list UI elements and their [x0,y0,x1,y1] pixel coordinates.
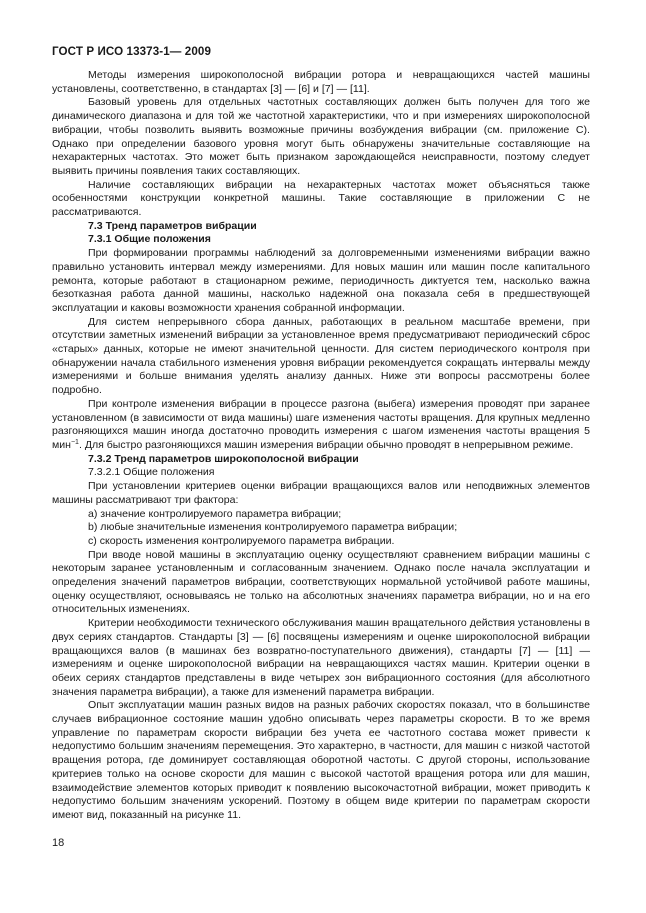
paragraph: Методы измерения широкополосной вибрации ротора и невращающихся частей машины установлены, соответственно, в стандартах [3] — [6] и [7] — [11]. [52,69,590,95]
paragraph: Наличие составляющих вибрации на нехарактерных частотах может объясняться также особенностями конструкции конкретной машины. Такие составляющие в приложении С не рассматриваются. [52,178,590,219]
document-header: ГОСТ Р ИСО 13373-1— 2009 [52,45,211,58]
paragraph-text: При контроле изменения вибрации в процессе разгона (выбега) измерения проводят при заранее установленном (в зависимости от вида машины) шаге изменения частоты вращения. Для крупных медленно разгоняющихся машин иногда достаточно проводить измерения с шагом изменения частоты вращения 5 мин [52,397,590,451]
list-item-c: c) скорость изменения контролируемого параметра вибрации. [88,534,395,547]
paragraph: При формировании программы наблюдений за долговременными изменениями вибрации важно правильно установить интервал между измерениями. Для новых машин или машин после капитального ремонта, которые работают в стационарном режиме, периодичность диктуется тем, насколько важна безотказная работа данной машины, насколько надежной она показала себя в предшествующей эксплуатации и каковы возможности хранения собранной информации. [52,247,590,314]
section-heading-7-3-2: 7.3.2 Тренд параметров широкополосной вибрации [88,452,359,465]
paragraph [52,398,590,453]
page-number: 18 [52,837,65,849]
paragraph: Для систем непрерывного сбора данных, работающих в реальном масштабе времени, при отсутствии заметных изменений вибрации за установленное время предусматривают периодический сброс «старых» данных, которые не имеют значительной ценности. Для систем периодического контроля при обнаружении начала стабильного изменения уровня вибрации рекомендуется сокращать интервалы между измерениями и больше внимания уделять анализу данных. Ниже эти вопросы рассмотрены более подробно. [52,315,590,397]
paragraph: Критерии необходимости технического обслуживания машин вращательного действия установлены в двух сериях стандартов. Стандарты [3] — [6] посвящены измерениям и оценке широкополосной вибрации вращающихся валов (в машинах без возвратно-поступательного движения), стандарты [7] — [11] — измерениям и оценке широкополосной вибрации на невращающихся частях машин. Критерии оценки в обеих сериях стандартов представлены в виде четырех зон вибрационного состояния (для абсолютного значения параметра вибрации), а также для изменений параметра вибрации. [52,617,590,698]
list-item-a: a) значение контролируемого параметра вибрации; [88,507,342,520]
body-text [52,69,590,823]
paragraph-text: . Для быстро разгоняющихся машин измерения вибрации обычно проводят в непрерывном режиме. [78,438,574,451]
paragraph: При вводе новой машины в эксплуатацию оценку осуществляют сравнением вибрации машины с некоторым заранее установленным и согласованным значением. Однако после начала эксплуатации и определения значений параметров вибрации, соответствующих нормальной устойчивой работе машины, оценку осуществляют, основываясь не только на абсолютных значениях параметра вибрации, но и на его относительных изменениях. [52,548,590,616]
paragraph: При установлении критериев оценки вибрации вращающихся валов или неподвижных элементов машины рассматривают три фактора: [52,480,590,506]
subsection-heading-7-3-2-1: 7.3.2.1 Общие положения [88,466,215,479]
section-heading-7-3-1: 7.3.1 Общие положения [88,233,211,246]
page-body [52,69,590,823]
list-item-b: b) любые значительные изменения контролируемого параметра вибрации; [88,521,458,534]
section-heading-7-3: 7.3 Тренд параметров вибрации [88,219,257,232]
paragraph: Опыт эксплуатации машин разных видов на разных рабочих скоростях показал, что в большинстве случаев вибрационное состояние машин удобно описывать через параметры скорости. В то же время управление по параметрам скорости вибрации без учета ее частотного состава может привести к недопустимо большим значениям перемещения. Это характерно, в частности, для машин с низкой частотой вращения ротора, где доминирует составляющая оборотной частоты. С другой стороны, использование критериев только на основе скорости для машин с высокой частотой вращения ротора или для машин, взаимодействие элементов которых приводит к появлению высокочастотной вибрации, может приводить к недопустимо большим значениям ускорений. Поэтому в общем виде критерии по параметрам скорости имеют вид, показанный на рисунке 11. [52,699,590,821]
paragraph: Базовый уровень для отдельных частотных составляющих должен быть получен для того же динамического диапазона и для той же частотной характеристики, что и при измерениях широкополосной вибрации, чтобы позволить выявить возможные причины возбуждения вибрации (см. приложение С). Однако при определении базового уровня могут быть обнаружены значительные составляющие на нехарактерных частотах. Это может быть признаком зарождающейся неисправности, поэтому следует выявить причины появления таких составляющих. [52,96,590,177]
superscript: −1 [70,438,79,446]
